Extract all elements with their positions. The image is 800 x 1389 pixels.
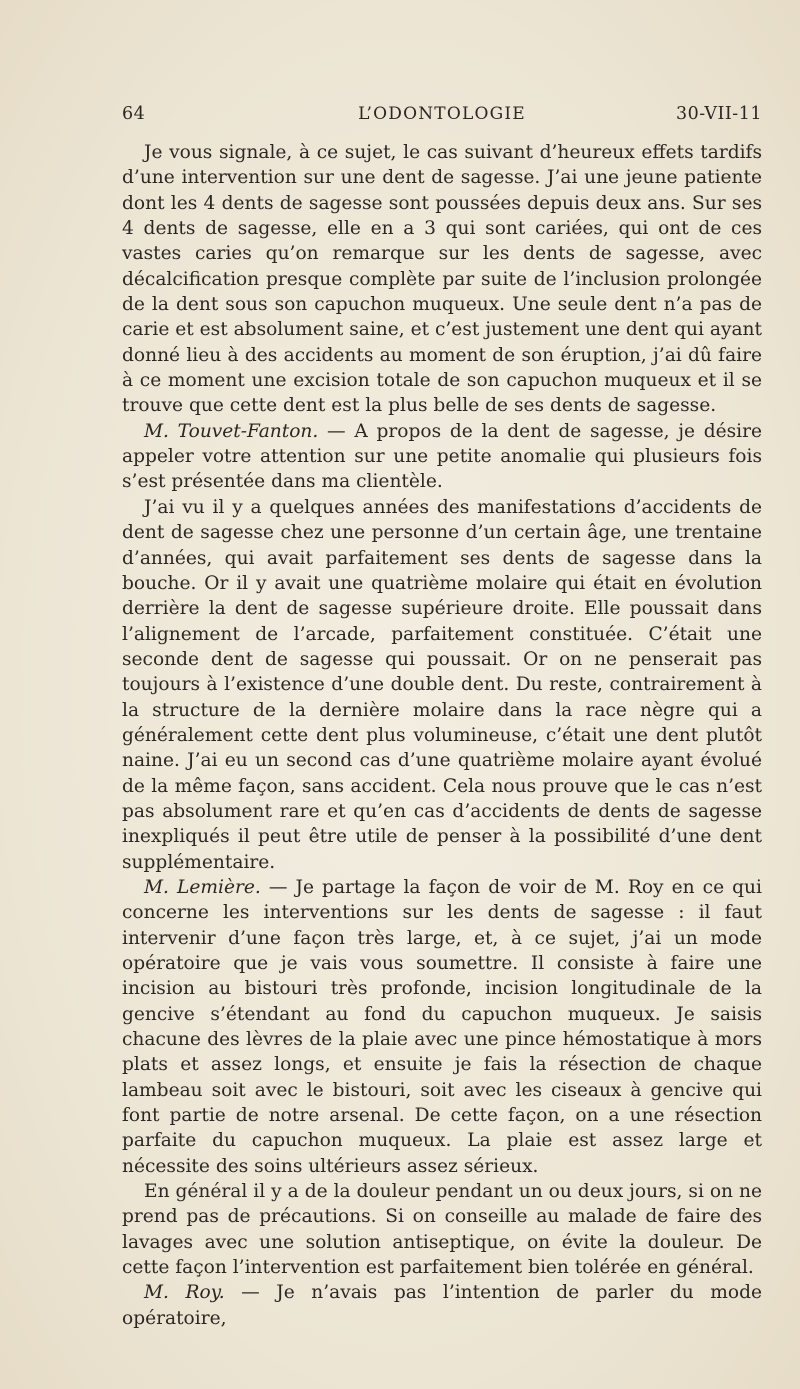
speaker-name: M. Roy. [144,1282,225,1304]
paragraph [122,1179,762,1280]
paragraph [122,1280,762,1331]
paragraph [122,875,762,1179]
page-number: 64 [122,104,146,124]
paragraph [122,419,762,495]
paragraph-text: J’ai vu il y a quelques années des manifestations d’accidents de dent de sagesse chez une personne d’un certain âge, une trentaine d’années, qui avait parfaitement ses dents de sagesse dans la bouche. Or il y avait une quatrième molaire qui était en évolution derrière la dent de sagesse supérieure droite. Elle poussait dans l’alignement de l’arcade, parfaitement constituée. C’était une seconde dent de sagesse qui poussait. Or on ne penserait pas toujours à l’existence d’une double dent. Du reste, contrairement à la structure de la dernière molaire dans la race nègre qui a généralement cette dent plus volumineuse, c’était une dent plutôt naine. J’ai eu un second cas d’une quatrième molaire ayant évolué de la même façon, sans accident. Cela nous prouve que le cas n’est pas absolument rare et qu’en cas d’accidents de dents de sagesse inexpliqués il peut être utile de penser à la possibilité d’une dent supplémentaire. [122,496,762,873]
paragraph-text: Je vous signale, à ce sujet, le cas suivant d’heureux effets tardifs d’une intervention sur une dent de sagesse. J’ai une jeune patiente dont les 4 dents de sagesse sont poussées depuis deux ans. Sur ses 4 dents de sagesse, elle en a 3 qui sont cariées, qui ont de ces vastes caries qu’on remarque sur les dents de sagesse, avec décalcification presque complète par suite de l’inclusion prolongée de la dent sous son capuchon muqueux. Une seule dent n’a pas de carie et est absolument saine, et c’est justement une dent qui ayant donné lieu à des accidents au moment de son éruption, j’ai dû faire à ce moment une excision totale de son capuchon muqueux et il se trouve que cette dent est la plus belle de ses dents de sagesse. [122,142,762,417]
running-header [122,104,762,132]
paragraph [122,140,762,419]
journal-title: L’ODONTOLOGIE [358,104,526,124]
paragraph [122,495,762,875]
speaker-name: M. Lemière. [144,876,261,898]
paragraph-text: — A propos de la dent de sagesse, je désire appeler votre attention sur une petite anomalie qui plusieurs fois s’est présentée dans ma clientèle. [122,420,762,493]
paragraph-text: — Je partage la façon de voir de M. Roy en ce qui concerne les interventions sur les dents de sagesse : il faut intervenir d’une façon très large, et, à ce sujet, j’ai un mode opératoire que je vais vous soumettre. Il consiste à faire une incision au bistouri très profonde, incision longitudinale de la gencive s’étendant au fond du capuchon muqueux. Je saisis chacune des lèvres de la plaie avec une pince hémostatique à mors plats et assez longs, et ensuite je fais la résection de chaque lambeau soit avec le bistouri, soit avec les ciseaux à gencive qui font partie de notre arsenal. De cette façon, on a une résection parfaite du capuchon muqueux. La plaie est assez large et nécessite des soins ultérieurs assez sérieux. [122,876,762,1177]
paragraph-text: — Je n’avais pas l’intention de parler du mode opératoire, [122,1282,763,1329]
paragraph-text: En général il y a de la douleur pendant un ou deux jours, si on ne prend pas de précautions. Si on conseille au malade de faire des lavages avec une solution antiseptique, on évite la douleur. De cette façon l’intervention est parfaitement bien tolérée en général. [122,1181,762,1279]
body-text [122,140,762,1331]
speaker-name: M. Touvet-Fanton. [144,420,319,442]
issue-date: 30-VII-11 [675,104,762,124]
